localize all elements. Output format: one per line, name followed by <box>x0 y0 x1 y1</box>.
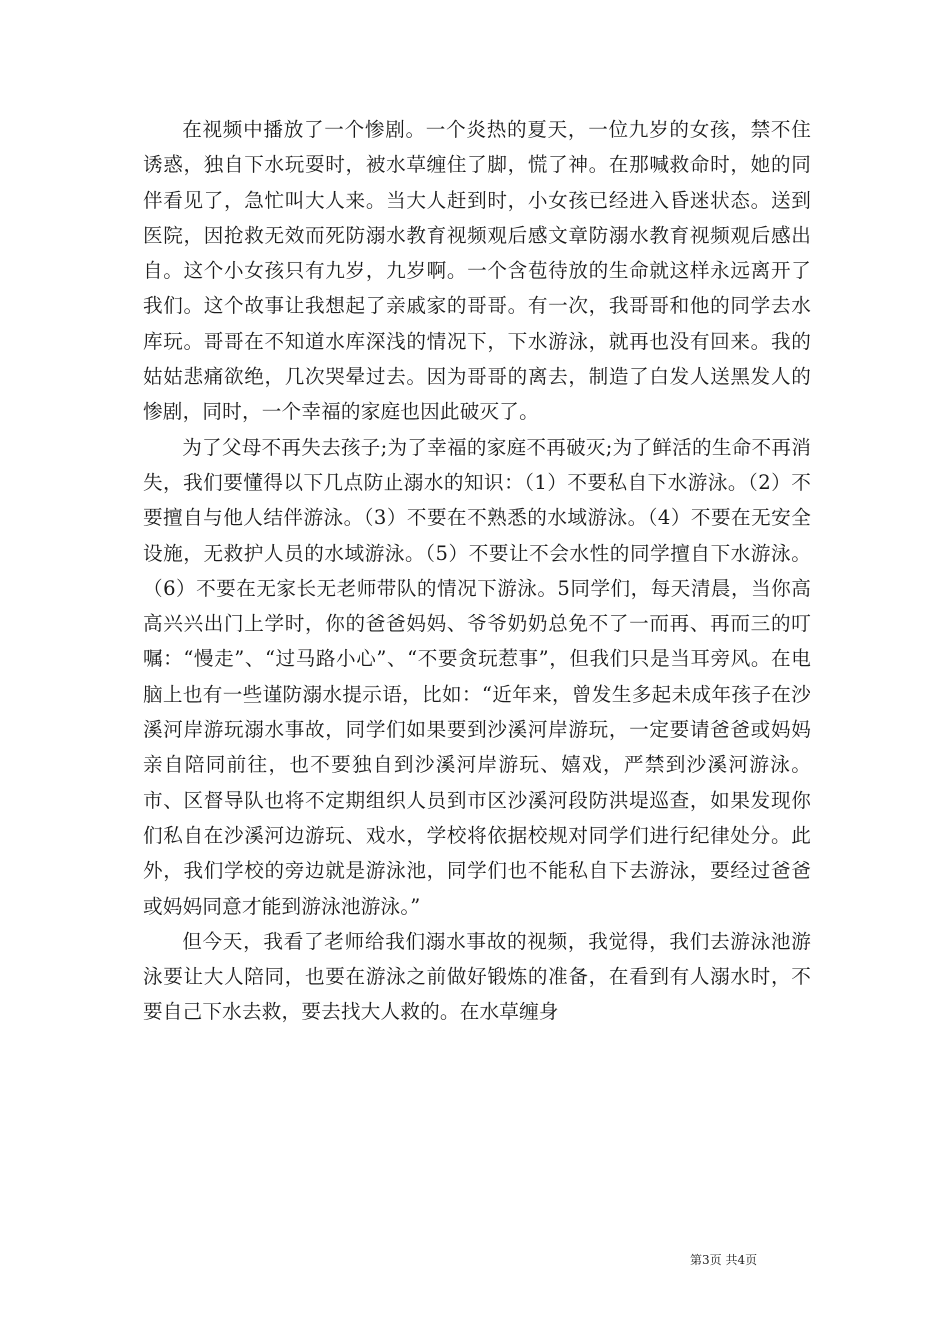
page-number-footer <box>690 1251 820 1268</box>
footer-prefix: 第 <box>690 1253 703 1267</box>
paragraph-3: 但今天，我看了老师给我们溺水事故的视频，我觉得，我们去游泳池游泳要让大人陪同，也要在游泳之前做好锻炼的准备，在看到有人溺水时，不要自己下水去救，要去找大人救的。在水草缠身 <box>143 929 811 1024</box>
footer-total-pages: 4 <box>737 1253 746 1267</box>
footer-current-page: 3 <box>702 1253 710 1267</box>
footer-middle: 页 共 <box>709 1253 738 1267</box>
footer-suffix: 页 <box>745 1253 758 1267</box>
paragraph-2: 为了父母不再失去孩子;为了幸福的家庭不再破灭;为了鲜活的生命不再消失，我们要懂得以下几点防止溺水的知识：（1）不要私自下水游泳。（2）不要擅自与他人结伴游泳。（3）不要在不熟悉的水域游泳。（4）不要在无安全设施，无救护人员的水域游泳。（5）不要让不会水性的同学擅自下水游泳。（6）不要在无家长无老师带队的情况下游泳。5同学们，每天清晨，当你高高兴兴出门上学时，你的爸爸妈妈、爷爷奶奶总免不了一而再、再而三的叮嘱：“慢走”、“过马路小心”、“不要贪玩惹事”，但我们只是当耳旁风。在电脑上也有一些谨防溺水提示语，比如：“近年来，曾发生多起未成年孩子在沙溪河岸游玩溺水事故，同学们如果要到沙溪河岸游玩，一定要请爸爸或妈妈亲自陪同前往，也不要独自到沙溪河岸游玩、嬉戏，严禁到沙溪河游泳。市、区督导队也将不定期组织人员到市区沙溪河段防洪堤巡查，如果发现你们私自在沙溪河边游玩、戏水，学校将依据校规对同学们进行纪律处分。此外，我们学校的旁边就是游泳池，同学们也不能私自下去游泳，要经过爸爸或妈妈同意才能到游泳池游泳。” <box>143 435 811 918</box>
document-body <box>143 112 811 1030</box>
paragraph-1: 在视频中播放了一个惨剧。一个炎热的夏天，一位九岁的女孩，禁不住诱惑，独自下水玩耍时，被水草缠住了脚，慌了神。在那喊救命时，她的同伴看见了，急忙叫大人来。当大人赶到时，小女孩已经进入昏迷状态。送到医院，因抢救无效而死防溺水教育视频观后感文章防溺水教育视频观后感出自。这个小女孩只有九岁，九岁啊。一个含苞待放的生命就这样永远离开了我们。这个故事让我想起了亲戚家的哥哥。有一次，我哥哥和他的同学去水库玩。哥哥在不知道水库深浅的情况下，下水游泳，就再也没有回来。我的姑姑悲痛欲绝，几次哭晕过去。因为哥哥的离去，制造了白发人送黑发人的惨剧，同时，一个幸福的家庭也因此破灭了。 <box>143 118 811 424</box>
